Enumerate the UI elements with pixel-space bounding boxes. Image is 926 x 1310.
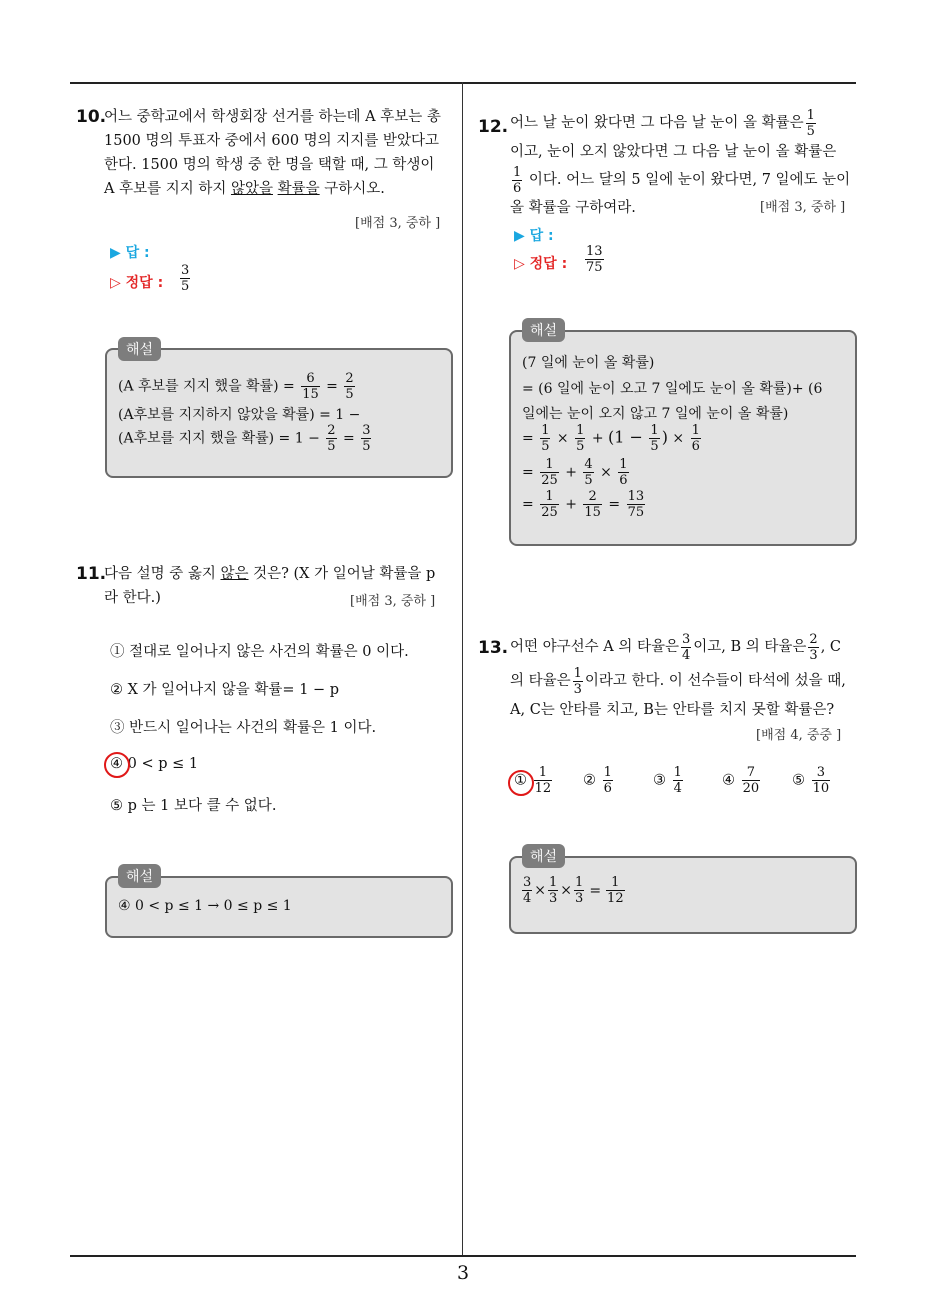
text-line: 어느 중학교에서 학생회장 선거를 하는데 A 후보는 총 <box>104 109 441 125</box>
text-line: 어떤 야구선수 A 의 타율은 $\frac{3}{4}$ 이고, B 의 타율은 $\frac{2}{3}$ , C <box>510 631 842 663</box>
solution-line: $\frac{3}{4}$ × $\frac{1}{3}$ × $\frac{1}{3}$ = $\frac{1}{12}$ <box>523 875 624 906</box>
choice-3[interactable]: ③ 반드시 일어나는 사건의 확률은 1 이다. <box>110 720 377 736</box>
choice-4[interactable]: ④ 0 < p ≤ 1 <box>110 756 199 772</box>
correct-answer-label: ▷ 정답 : <box>110 275 164 291</box>
question-number: 12. <box>478 117 509 137</box>
choice-5[interactable]: ⑤ p 는 1 보다 클 수 없다. <box>110 798 277 814</box>
correct-answer-label: ▷ 정답 : <box>514 256 568 272</box>
text-line: 한다. 1500 명의 학생 중 한 명을 택할 때, 그 학생이 <box>104 157 435 173</box>
solution-line: ④ 0 < p ≤ 1 → 0 ≤ p ≤ 1 <box>118 898 292 914</box>
solution-line: = $\frac{1}{25}$ + $\frac{4}{5}$ × $\frac{1}{6}$ <box>522 457 628 488</box>
top-rule <box>70 82 856 84</box>
solution-tag: 해설 <box>118 864 161 888</box>
text-line: 1500 명의 투표자 중에서 600 명의 지지를 받았다고 <box>104 133 439 149</box>
solution-line: = $\frac{1}{25}$ + $\frac{2}{15}$ = $\frac{13}{75}$ <box>522 489 645 520</box>
solution-line: = (6 일에 눈이 오고 7 일에도 눈이 올 확률)+ (6 <box>522 381 823 397</box>
text-line: A, C는 안타를 치고, B는 안타를 치지 못할 확률은? <box>510 702 835 718</box>
score-difficulty: [배점 4, 중중 ] <box>756 728 842 743</box>
choice-5[interactable]: ⑤ $\frac{3}{10}$ <box>792 765 830 796</box>
question-number: 13. <box>478 638 509 658</box>
correct-answer-value: $\frac{3}{5}$ <box>181 263 190 294</box>
score-difficulty: [배점 3, 중하 ] <box>350 594 436 609</box>
page-number: 3 <box>456 1262 470 1284</box>
solution-line: (A후보를 지지 했을 확률) = 1 − $\frac{2}{5}$ = $\frac{3}{5}$ <box>118 423 371 454</box>
answer-label: ▶ 답 : <box>514 228 554 244</box>
choice-4[interactable]: ④ $\frac{7}{20}$ <box>722 765 760 796</box>
text-line: 이고, 눈이 오지 않았다면 그 다음 날 눈이 올 확률은 <box>510 144 837 160</box>
solution-line: 일에는 눈이 오지 않고 7 일에 눈이 올 확률) <box>522 406 789 422</box>
text-line: 어느 날 눈이 왔다면 그 다음 날 눈이 올 확률은 $\frac{1}{5}$ <box>510 107 815 139</box>
solution-tag: 해설 <box>522 318 565 342</box>
choice-3[interactable]: ③ $\frac{1}{4}$ <box>653 765 682 796</box>
question-number: 10. <box>76 107 107 127</box>
choice-2[interactable]: ② $\frac{1}{6}$ <box>583 765 612 796</box>
text-line: 올 확률을 구하여라. <box>510 200 636 216</box>
score-difficulty: [배점 3, 중하 ] <box>760 200 846 215</box>
correct-answer-value: $\frac{13}{75}$ <box>586 244 603 275</box>
selected-answer-mark <box>104 752 130 778</box>
question-number: 11. <box>76 564 107 584</box>
score-difficulty: [배점 3, 중하 ] <box>355 216 441 231</box>
solution-line: (7 일에 눈이 올 확률) <box>522 355 655 371</box>
choice-1[interactable]: ① $\frac{1}{12}$ <box>514 765 552 796</box>
column-divider <box>462 82 463 1257</box>
text-line: A 후보를 지지 하지 않았을 확률을 구하시오. <box>104 181 385 197</box>
text-line: 라 한다.) <box>104 590 161 606</box>
text-line: 다음 설명 중 옳지 않은 것은? (X 가 일어날 확률을 p <box>104 566 436 582</box>
bottom-rule <box>70 1255 856 1257</box>
choice-2[interactable]: ② X 가 일어나지 않을 확률= 1 − p <box>110 682 340 698</box>
answer-label: ▶ 답 : <box>110 245 150 261</box>
solution-tag: 해설 <box>118 337 161 361</box>
solution-line: (A후보를 지지하지 않았을 확률) = 1 − <box>118 407 361 423</box>
question-text <box>510 630 862 722</box>
solution-line: (A 후보를 지지 했을 확률) = $\frac{6}{15}$ = $\frac{2}{5}$ <box>118 371 354 402</box>
selected-answer-mark <box>508 770 534 796</box>
choice-1[interactable]: ① 절대로 일어나지 않은 사건의 확률은 0 이다. <box>110 644 409 660</box>
text-line: 의 타율은 $\frac{1}{3}$ 이라고 한다. 이 선수들이 타석에 섰을 때, <box>510 665 846 697</box>
text-line: $\frac{1}{6}$ 이다. 어느 달의 5 일에 눈이 왔다면, 7 일에도 눈이 <box>513 164 851 196</box>
question-text <box>104 105 454 201</box>
solution-line: = $\frac{1}{5}$ × $\frac{1}{5}$ + (1 − $\frac{1}{5}$ ) × $\frac{1}{6}$ <box>522 423 700 454</box>
solution-tag: 해설 <box>522 844 565 868</box>
